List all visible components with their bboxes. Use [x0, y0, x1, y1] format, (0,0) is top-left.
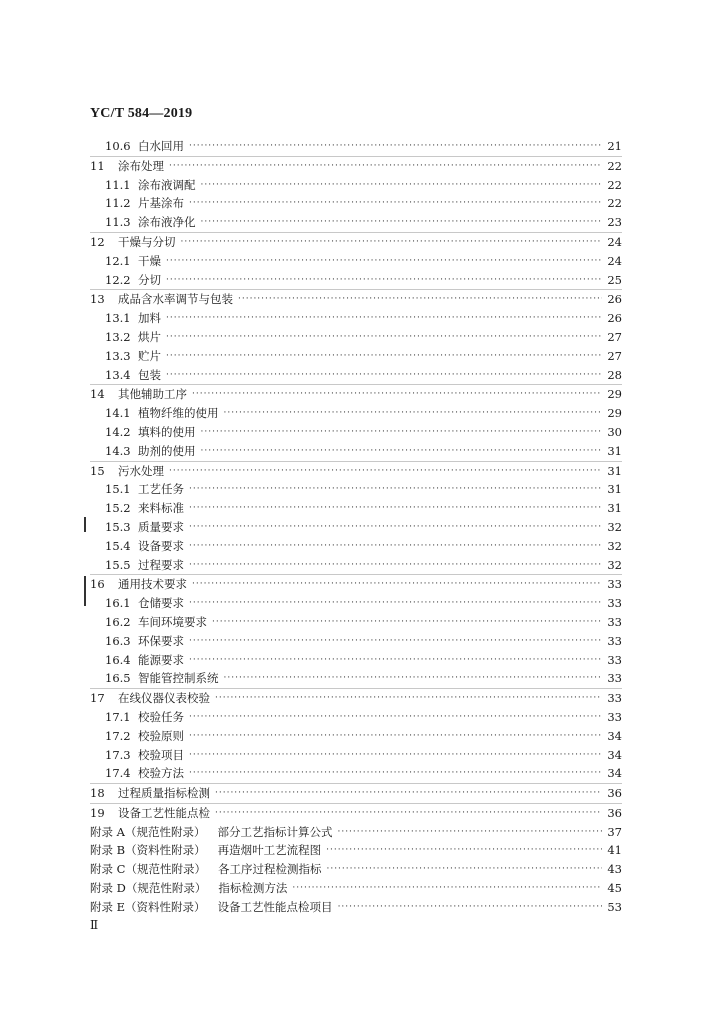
toc-entry-title: 填料的使用 — [138, 424, 196, 439]
toc-entry[interactable] — [90, 366, 622, 385]
toc-entry-title: 干燥 — [138, 253, 161, 268]
toc-entry[interactable] — [90, 328, 622, 347]
toc-entry-page: 28 — [607, 367, 622, 382]
toc-entry-number: 附录 D（规范性附录） — [90, 881, 207, 896]
toc-entry-title: 各工序过程检测指标 — [217, 862, 322, 877]
toc-entry-page: 36 — [607, 805, 622, 820]
toc-entry-title: 校验方法 — [138, 766, 184, 781]
toc-entry[interactable] — [90, 271, 622, 290]
toc-entry-number: 附录 B（资料性附录） — [90, 843, 206, 858]
toc-entry-number: 15.2 — [105, 501, 131, 516]
dot-leader — [238, 290, 602, 309]
toc-entry-number: 附录 A（规范性附录） — [90, 824, 206, 839]
toc-entry-title: 分切 — [138, 272, 161, 287]
dot-leader — [166, 366, 602, 385]
dot-leader — [224, 669, 603, 688]
toc-entry[interactable] — [90, 213, 622, 232]
toc-entry-title: 白水回用 — [138, 139, 184, 153]
dot-leader — [166, 328, 602, 347]
dot-leader — [189, 632, 602, 651]
toc-entry-number: 19 — [90, 805, 105, 820]
toc-entry[interactable] — [90, 385, 622, 404]
toc-entry-page: 31 — [607, 463, 622, 478]
toc-entry-number: 16.1 — [105, 596, 131, 611]
toc-entry-title: 校验项目 — [138, 747, 184, 762]
dot-leader — [201, 423, 603, 442]
toc-entry-page: 31 — [607, 482, 622, 497]
toc-entry-page: 24 — [607, 234, 622, 249]
toc-entry-title: 成品含水率调节与包装 — [118, 292, 233, 307]
toc-entry-number: 18 — [90, 786, 105, 801]
toc-entry[interactable] — [90, 651, 622, 670]
toc-entry[interactable] — [90, 157, 622, 176]
toc-entry-number: 13.1 — [105, 311, 131, 326]
dot-leader — [337, 823, 602, 842]
dot-leader — [224, 404, 603, 423]
toc-entry[interactable] — [90, 290, 622, 309]
toc-entry-page: 34 — [607, 766, 622, 781]
toc-entry-number: 16.5 — [105, 671, 131, 686]
dot-leader — [189, 708, 602, 727]
toc-entry-page: 25 — [607, 272, 622, 287]
dot-leader — [166, 309, 602, 328]
toc-entry-number: 14.3 — [105, 443, 131, 458]
toc-entry-number: 11.1 — [105, 177, 131, 192]
toc-entry-page: 41 — [607, 843, 622, 858]
toc-entry[interactable] — [90, 575, 622, 594]
toc-entry-title: 工艺任务 — [138, 482, 184, 497]
dot-leader — [166, 271, 602, 290]
dot-leader — [181, 233, 603, 252]
toc-entry-number: 13.2 — [105, 329, 131, 344]
toc-entry[interactable] — [90, 689, 622, 708]
dot-leader — [326, 860, 602, 879]
dot-leader — [189, 518, 602, 537]
toc-entry-page: 26 — [607, 292, 622, 307]
toc-entry[interactable] — [90, 764, 622, 783]
dot-leader — [192, 575, 602, 594]
toc-entry-title: 再造烟叶工艺流程图 — [217, 843, 322, 858]
toc-entry[interactable] — [90, 462, 622, 481]
toc-entry-title: 质量要求 — [138, 519, 184, 534]
toc-entry[interactable] — [90, 347, 622, 366]
dot-leader — [338, 898, 603, 917]
toc-entry-number: 11.3 — [105, 215, 131, 230]
toc-entry-page: 33 — [607, 709, 622, 724]
toc-entry[interactable] — [90, 442, 622, 461]
toc-entry-page: 31 — [607, 443, 622, 458]
toc-entry-title: 在线仪器仪表校验 — [118, 691, 210, 706]
dot-leader — [189, 499, 602, 518]
dot-leader — [215, 689, 602, 708]
toc-entry-number: 17 — [90, 691, 105, 706]
toc-entry-number: 16.4 — [105, 652, 131, 667]
toc-entry-number: 15.5 — [105, 557, 131, 572]
toc-entry-page: 36 — [607, 786, 622, 801]
dot-leader — [215, 804, 602, 823]
toc-entry-page: 33 — [607, 691, 622, 706]
page-number: Ⅱ — [90, 918, 99, 932]
dot-leader — [189, 556, 602, 575]
dot-leader — [292, 879, 602, 898]
toc-entry[interactable] — [90, 233, 622, 252]
toc-entry[interactable] — [90, 252, 622, 271]
dot-leader — [201, 176, 603, 195]
dot-leader — [212, 613, 602, 632]
toc-entry-title: 来料标准 — [138, 501, 184, 516]
toc-entry-number: 11.2 — [105, 196, 131, 211]
toc-entry-number: 17.2 — [105, 728, 131, 743]
toc-entry[interactable] — [90, 556, 622, 575]
standard-code-header: YC/T 584—2019 — [90, 106, 193, 121]
dot-leader — [326, 841, 602, 860]
toc-entry-page: 31 — [607, 501, 622, 516]
toc-entry-number: 16 — [90, 577, 105, 592]
toc-entry-title: 车间环境要求 — [138, 614, 207, 629]
toc-entry-page: 27 — [607, 329, 622, 344]
toc-entry-number: 10.6 — [105, 139, 131, 153]
dot-leader — [189, 194, 602, 213]
toc-entry-page: 22 — [607, 158, 622, 173]
toc-entry-title: 设备工艺性能点检 — [118, 805, 210, 820]
dot-leader — [189, 651, 602, 670]
toc-entry[interactable] — [90, 194, 622, 213]
toc-entry-title: 贮片 — [138, 348, 161, 363]
toc-entry[interactable] — [90, 804, 622, 823]
dot-leader — [201, 442, 603, 461]
dot-leader — [189, 137, 602, 156]
dot-leader — [189, 537, 602, 556]
toc-entry[interactable] — [90, 784, 622, 803]
toc-entry-number: 附录 E（资料性附录） — [90, 899, 206, 914]
toc-entry[interactable] — [90, 669, 622, 688]
toc-entry-title: 干燥与分切 — [118, 234, 176, 249]
toc-entry-page: 21 — [607, 139, 622, 153]
toc-entry-title: 涂布液调配 — [138, 177, 196, 192]
toc-entry[interactable] — [90, 860, 622, 879]
toc-entry-number: 16.2 — [105, 614, 131, 629]
toc-entry-title: 烘片 — [138, 329, 161, 344]
toc-entry-number: 11 — [90, 158, 105, 173]
dot-leader — [189, 746, 602, 765]
toc-entry-title: 涂布处理 — [118, 158, 164, 173]
revision-mark — [84, 576, 86, 606]
toc-entry-number: 13.4 — [105, 367, 131, 382]
toc-entry-page: 33 — [607, 633, 622, 648]
toc-entry-page: 34 — [607, 747, 622, 762]
toc-entry-page: 24 — [607, 253, 622, 268]
dot-leader — [169, 157, 602, 176]
toc-entry-number: 13 — [90, 292, 105, 307]
dot-leader — [189, 764, 602, 783]
dot-leader — [166, 252, 602, 271]
toc-entry-number: 13.3 — [105, 348, 131, 363]
toc-entry[interactable] — [90, 537, 622, 556]
toc-entry-page: 26 — [607, 311, 622, 326]
toc-entry-number: 15.4 — [105, 538, 131, 553]
toc-entry-title: 加料 — [138, 311, 161, 326]
toc-entry-title: 环保要求 — [138, 633, 184, 648]
toc-entry-title: 污水处理 — [118, 463, 164, 478]
toc-entry-page: 32 — [607, 519, 622, 534]
toc-entry-title: 智能管控制系统 — [138, 671, 219, 686]
toc-entry-title: 其他辅助工序 — [118, 387, 187, 402]
toc-entry-page: 34 — [607, 728, 622, 743]
table-of-contents — [90, 137, 622, 917]
toc-entry-number: 14.1 — [105, 406, 131, 421]
toc-entry-title: 助剂的使用 — [138, 443, 196, 458]
dot-leader — [215, 784, 602, 803]
toc-entry-title: 过程要求 — [138, 557, 184, 572]
dot-leader — [201, 213, 603, 232]
toc-entry-title: 过程质量指标检测 — [118, 786, 210, 801]
toc-entry-number: 15 — [90, 463, 105, 478]
toc-entry-page: 22 — [607, 196, 622, 211]
toc-entry[interactable] — [90, 594, 622, 613]
toc-entry-page: 30 — [607, 424, 622, 439]
toc-entry-title: 设备要求 — [138, 538, 184, 553]
toc-entry-page: 29 — [607, 387, 622, 402]
toc-entry-title: 校验任务 — [138, 709, 184, 724]
toc-entry-number: 17.4 — [105, 766, 131, 781]
toc-entry-page: 45 — [607, 881, 622, 896]
toc-entry[interactable] — [90, 137, 622, 156]
toc-entry[interactable] — [90, 176, 622, 195]
dot-leader — [189, 480, 602, 499]
toc-entry-title: 设备工艺性能点检项目 — [217, 899, 333, 914]
dot-leader — [169, 462, 602, 481]
toc-entry-number: 12.1 — [105, 253, 131, 268]
toc-entry-title: 包装 — [138, 367, 161, 382]
toc-entry-page: 29 — [607, 406, 622, 421]
toc-entry[interactable] — [90, 480, 622, 499]
toc-entry[interactable] — [90, 823, 622, 842]
toc-entry[interactable] — [90, 613, 622, 632]
toc-entry-page: 33 — [607, 671, 622, 686]
toc-entry-title: 指标检测方法 — [218, 881, 288, 896]
toc-entry-page: 37 — [607, 824, 622, 839]
toc-entry[interactable] — [90, 841, 622, 860]
toc-entry-page: 23 — [607, 215, 622, 230]
toc-entry-number: 12.2 — [105, 272, 131, 287]
toc-entry[interactable] — [90, 518, 622, 537]
toc-entry-number: 14.2 — [105, 424, 131, 439]
toc-entry-page: 33 — [607, 614, 622, 629]
dot-leader — [192, 385, 602, 404]
toc-entry-title: 片基涂布 — [138, 196, 184, 211]
toc-entry[interactable] — [90, 898, 622, 917]
toc-entry-page: 53 — [607, 899, 622, 914]
revision-mark — [84, 517, 86, 532]
toc-entry-page: 33 — [607, 577, 622, 592]
toc-entry[interactable] — [90, 632, 622, 651]
toc-entry-page: 33 — [607, 596, 622, 611]
toc-entry[interactable] — [90, 746, 622, 765]
toc-entry-page: 43 — [607, 862, 622, 877]
toc-entry-page: 32 — [607, 557, 622, 572]
toc-entry[interactable] — [90, 727, 622, 746]
toc-entry-number: 14 — [90, 387, 105, 402]
toc-entry-number: 12 — [90, 234, 105, 249]
toc-entry-number: 17.3 — [105, 747, 131, 762]
toc-entry[interactable] — [90, 309, 622, 328]
dot-leader — [189, 727, 602, 746]
toc-entry-page: 22 — [607, 177, 622, 192]
toc-entry-page: 33 — [607, 652, 622, 667]
toc-entry-title: 仓储要求 — [138, 596, 184, 611]
toc-entry-title: 能源要求 — [138, 652, 184, 667]
toc-entry[interactable] — [90, 423, 622, 442]
toc-entry[interactable] — [90, 708, 622, 727]
toc-entry-title: 通用技术要求 — [118, 577, 187, 592]
toc-entry-number: 15.1 — [105, 482, 131, 497]
toc-entry-page: 32 — [607, 538, 622, 553]
dot-leader — [189, 594, 602, 613]
toc-entry-number: 15.3 — [105, 519, 131, 534]
dot-leader — [166, 347, 602, 366]
toc-entry[interactable] — [90, 499, 622, 518]
toc-entry-title: 涂布液净化 — [138, 215, 196, 230]
toc-entry-title: 校验原则 — [138, 728, 184, 743]
toc-entry-title: 植物纤维的使用 — [138, 406, 219, 421]
toc-entry-number: 附录 C（规范性附录） — [90, 862, 206, 877]
toc-entry-page: 27 — [607, 348, 622, 363]
toc-entry-number: 17.1 — [105, 709, 131, 724]
toc-entry-title: 部分工艺指标计算公式 — [217, 824, 333, 839]
toc-entry[interactable] — [90, 879, 622, 898]
toc-entry[interactable] — [90, 404, 622, 423]
toc-entry-number: 16.3 — [105, 633, 131, 648]
